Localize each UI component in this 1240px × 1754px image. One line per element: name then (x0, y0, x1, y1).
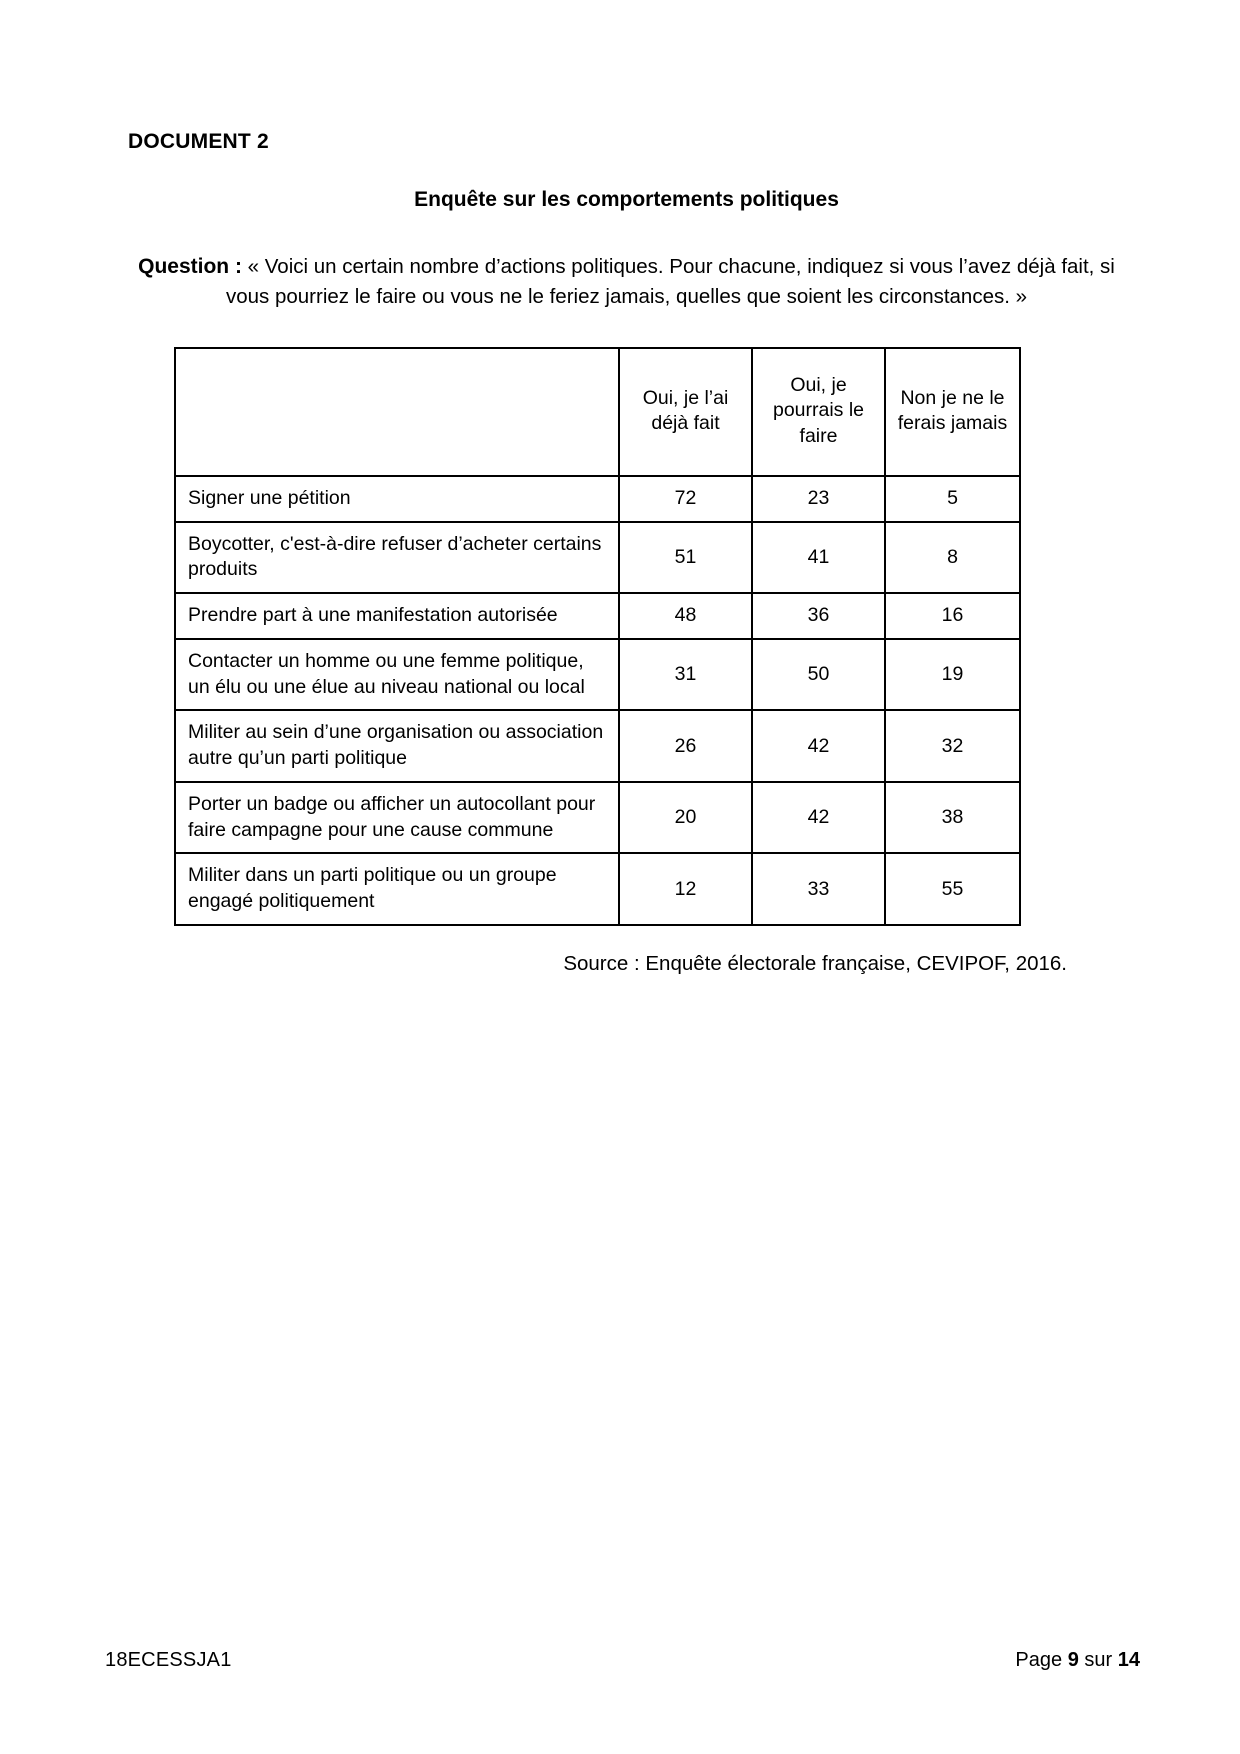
row-value-jamais: 16 (885, 593, 1020, 639)
row-value-jamais: 38 (885, 782, 1020, 853)
question-paragraph (128, 252, 1125, 311)
table-header-deja-fait: Oui, je l’ai déjà fait (619, 348, 752, 476)
row-label: Porter un badge ou afficher un autocollant pour faire campagne pour une cause commune (175, 782, 619, 853)
page-footer (105, 1649, 1140, 1672)
table-head (175, 348, 1020, 476)
page-middle: sur (1084, 1649, 1113, 1671)
row-value-jamais: 19 (885, 639, 1020, 710)
row-value-pourrais: 42 (752, 782, 885, 853)
table-header-blank (175, 348, 619, 476)
row-value-pourrais: 36 (752, 593, 885, 639)
row-value-deja-fait: 26 (619, 710, 752, 781)
exam-code: 18ECESSJA1 (105, 1649, 232, 1671)
row-value-jamais: 8 (885, 522, 1020, 593)
row-value-deja-fait: 72 (619, 476, 752, 522)
row-label: Boycotter, c'est-à-dire refuser d’acheter certains produits (175, 522, 619, 593)
table-row (175, 522, 1020, 593)
row-value-deja-fait: 31 (619, 639, 752, 710)
table-row (175, 593, 1020, 639)
source-line: Source : Enquête électorale française, CEVIPOF, 2016. (563, 951, 1067, 975)
row-value-deja-fait: 12 (619, 853, 752, 924)
row-label: Contacter un homme ou une femme politique, un élu ou une élue au niveau national ou local (175, 639, 619, 710)
row-value-jamais: 32 (885, 710, 1020, 781)
row-label: Militer au sein d’une organisation ou association autre qu’un parti politique (175, 710, 619, 781)
question-label: Question : (138, 255, 242, 278)
table-row (175, 853, 1020, 924)
table-header-row (175, 348, 1020, 476)
row-label: Prendre part à une manifestation autorisée (175, 593, 619, 639)
table-header-pourrais-faire: Oui, je pourrais le faire (752, 348, 885, 476)
page-total: 14 (1117, 1649, 1140, 1671)
document-title: Enquête sur les comportements politiques (414, 188, 839, 211)
table-header-jamais: Non je ne le ferais jamais (885, 348, 1020, 476)
row-value-deja-fait: 48 (619, 593, 752, 639)
table-row (175, 476, 1020, 522)
row-label: Militer dans un parti politique ou un groupe engagé politiquement (175, 853, 619, 924)
row-value-pourrais: 33 (752, 853, 885, 924)
row-label: Signer une pétition (175, 476, 619, 522)
row-value-pourrais: 42 (752, 710, 885, 781)
page-number: 9 (1067, 1649, 1079, 1671)
row-value-pourrais: 50 (752, 639, 885, 710)
question-text: « Voici un certain nombre d’actions politiques. Pour chacune, indiquez si vous l’avez déjà fait, si vous pourriez le faire ou vous ne le feriez jamais, quelles que soient les circonstances. » (225, 255, 1115, 308)
row-value-pourrais: 41 (752, 522, 885, 593)
survey-table (174, 347, 1021, 926)
row-value-deja-fait: 51 (619, 522, 752, 593)
table-row (175, 782, 1020, 853)
table-row (175, 710, 1020, 781)
table-row (175, 639, 1020, 710)
row-value-pourrais: 23 (752, 476, 885, 522)
document-label: DOCUMENT 2 (128, 130, 269, 153)
row-value-deja-fait: 20 (619, 782, 752, 853)
page-indicator (1015, 1649, 1140, 1672)
row-value-jamais: 5 (885, 476, 1020, 522)
page-prefix: Page (1015, 1649, 1063, 1671)
row-value-jamais: 55 (885, 853, 1020, 924)
table-body (175, 476, 1020, 925)
